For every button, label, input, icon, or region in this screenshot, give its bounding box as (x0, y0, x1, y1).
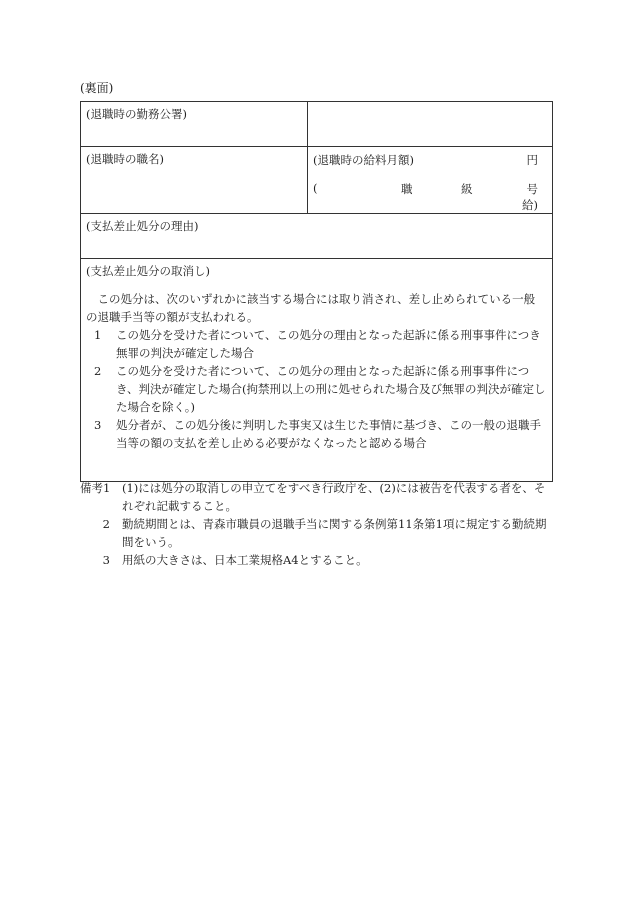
salary-cell (308, 147, 553, 214)
note-item (80, 515, 553, 551)
note-text: 用紙の大きさは、日本工業規格A4とすること。 (122, 553, 368, 567)
job-title-label: (退職時の職名) (86, 152, 164, 166)
note-item (80, 551, 553, 569)
note-number: 2 (102, 517, 110, 531)
grade-label: 級 (461, 182, 473, 196)
office-label: (退職時の勤務公署) (86, 107, 187, 121)
note-number: 3 (102, 553, 110, 567)
cancel-item-text: 処分者が、この処分後に判明した事実又は生じた事情に基づき、この一般の退職手当等の額の支払を差し止める必要がなくなったと認める場合 (116, 418, 542, 450)
note-text: (1)には処分の取消しの申立てをすべき行政庁を、(2)には被告を代表する者を、それぞれ記載すること。 (122, 481, 546, 513)
cancel-label: (支払差止処分の取消し) (86, 264, 210, 278)
cancel-item (86, 326, 546, 362)
cancel-item (86, 416, 546, 452)
office-value-cell (308, 102, 553, 147)
cancel-item-text: この処分を受けた者について、この処分の理由となった起訴に係る刑事事件につき無罪の判決が確定した場合 (116, 328, 541, 360)
note-item (80, 479, 553, 515)
office-cell (81, 102, 308, 147)
cancel-cell (81, 259, 553, 482)
cancel-item-number: 3 (94, 418, 102, 432)
salary-label: (退職時の給料月額) (313, 153, 414, 167)
reason-label: (支払差止処分の理由) (86, 219, 199, 233)
disposition-form-table (80, 101, 553, 482)
cancel-item (86, 362, 546, 416)
page-label: (裏面) (80, 81, 114, 95)
cancel-item-text: この処分を受けた者について、この処分の理由となった起訴に係る刑事事件につき、判決が確定した場合(拘禁刑以上の刑に処せられた場合及び無罪の判決が確定した場合を除く。) (116, 364, 546, 414)
salary-paren-open: ( (313, 181, 318, 195)
salary-unit: 円 (526, 153, 538, 167)
job-title-cell (81, 147, 308, 214)
notes-section (80, 479, 553, 569)
step-label: 号給) (522, 182, 538, 212)
cancel-item-number: 1 (94, 328, 102, 342)
cancel-intro: この処分は、次のいずれかに該当する場合には取り消され、差し止められている一般の退職手当等の額が支払われる。 (86, 292, 536, 324)
cancel-item-number: 2 (94, 364, 102, 378)
note-text: 勤続期間とは、青森市職員の退職手当に関する条例第11条第1項に規定する勤続期間をいう。 (122, 517, 547, 549)
notes-label: 備考1 (80, 481, 111, 495)
reason-cell (81, 214, 553, 259)
rank-label: 職 (401, 182, 413, 196)
